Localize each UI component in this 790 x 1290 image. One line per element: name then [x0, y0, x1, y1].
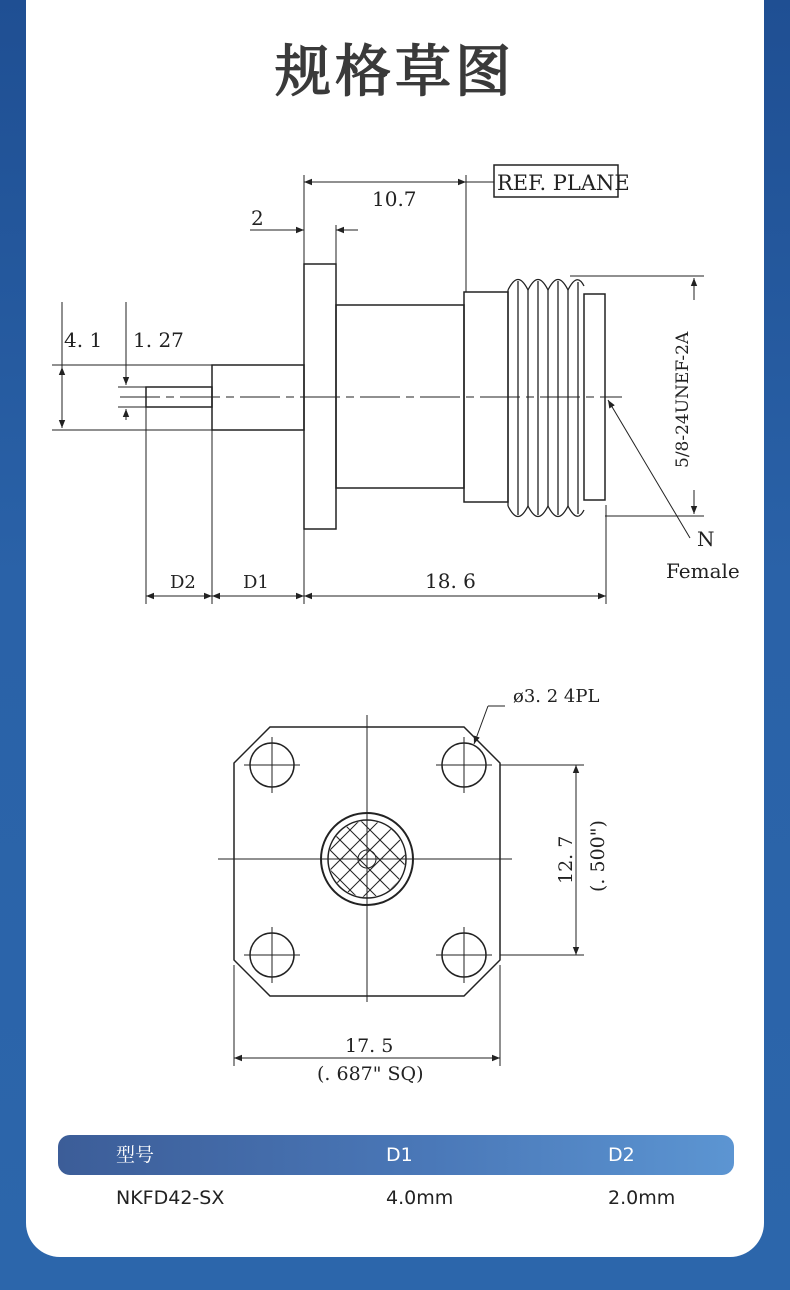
dim-d1: D1: [243, 572, 269, 593]
dim-flange-thickness: 2: [251, 206, 264, 230]
cell-d1: 4.0mm: [386, 1187, 454, 1209]
page-title: 规格草图: [275, 40, 515, 105]
table-row: [58, 1178, 734, 1218]
side-view: [52, 165, 704, 604]
front-view-labels: [317, 686, 609, 1085]
hole-label: ø3. 2 4PL: [513, 686, 600, 707]
connector-type-n: N: [697, 527, 715, 551]
front-view: [218, 706, 584, 1066]
ref-plane-label: REF. PLANE: [497, 171, 630, 195]
cell-d2: 2.0mm: [608, 1187, 676, 1209]
dim-ref-plane-distance: 10.7: [372, 187, 417, 211]
hole-spacing-mm: 12. 7: [555, 835, 577, 884]
mount-hole: [436, 927, 492, 983]
flange-size-in: (. 687" SQ): [317, 1063, 424, 1085]
thread-label: 5/8-24UNEF-2A: [673, 331, 693, 468]
dim-dia-1-27: 1. 27: [133, 328, 184, 352]
connector-type-female: Female: [666, 559, 740, 583]
header-d2: D2: [608, 1144, 635, 1166]
cell-model: NKFD42-SX: [116, 1187, 225, 1209]
mount-hole: [244, 927, 300, 983]
dim-d2: D2: [170, 572, 196, 593]
dim-dia-4-1: 4. 1: [64, 328, 103, 352]
header-d1: D1: [386, 1144, 413, 1166]
crosshatch: [300, 760, 420, 980]
mount-hole: [436, 737, 492, 793]
spec-table-header: [58, 1135, 734, 1175]
header-model: 型号: [116, 1144, 155, 1166]
dim-length: 18. 6: [425, 569, 476, 593]
thread: [508, 280, 584, 517]
flange-size-mm: 17. 5: [345, 1035, 394, 1057]
hole-spacing-in: (. 500"): [587, 820, 609, 892]
side-view-labels: [64, 171, 740, 593]
